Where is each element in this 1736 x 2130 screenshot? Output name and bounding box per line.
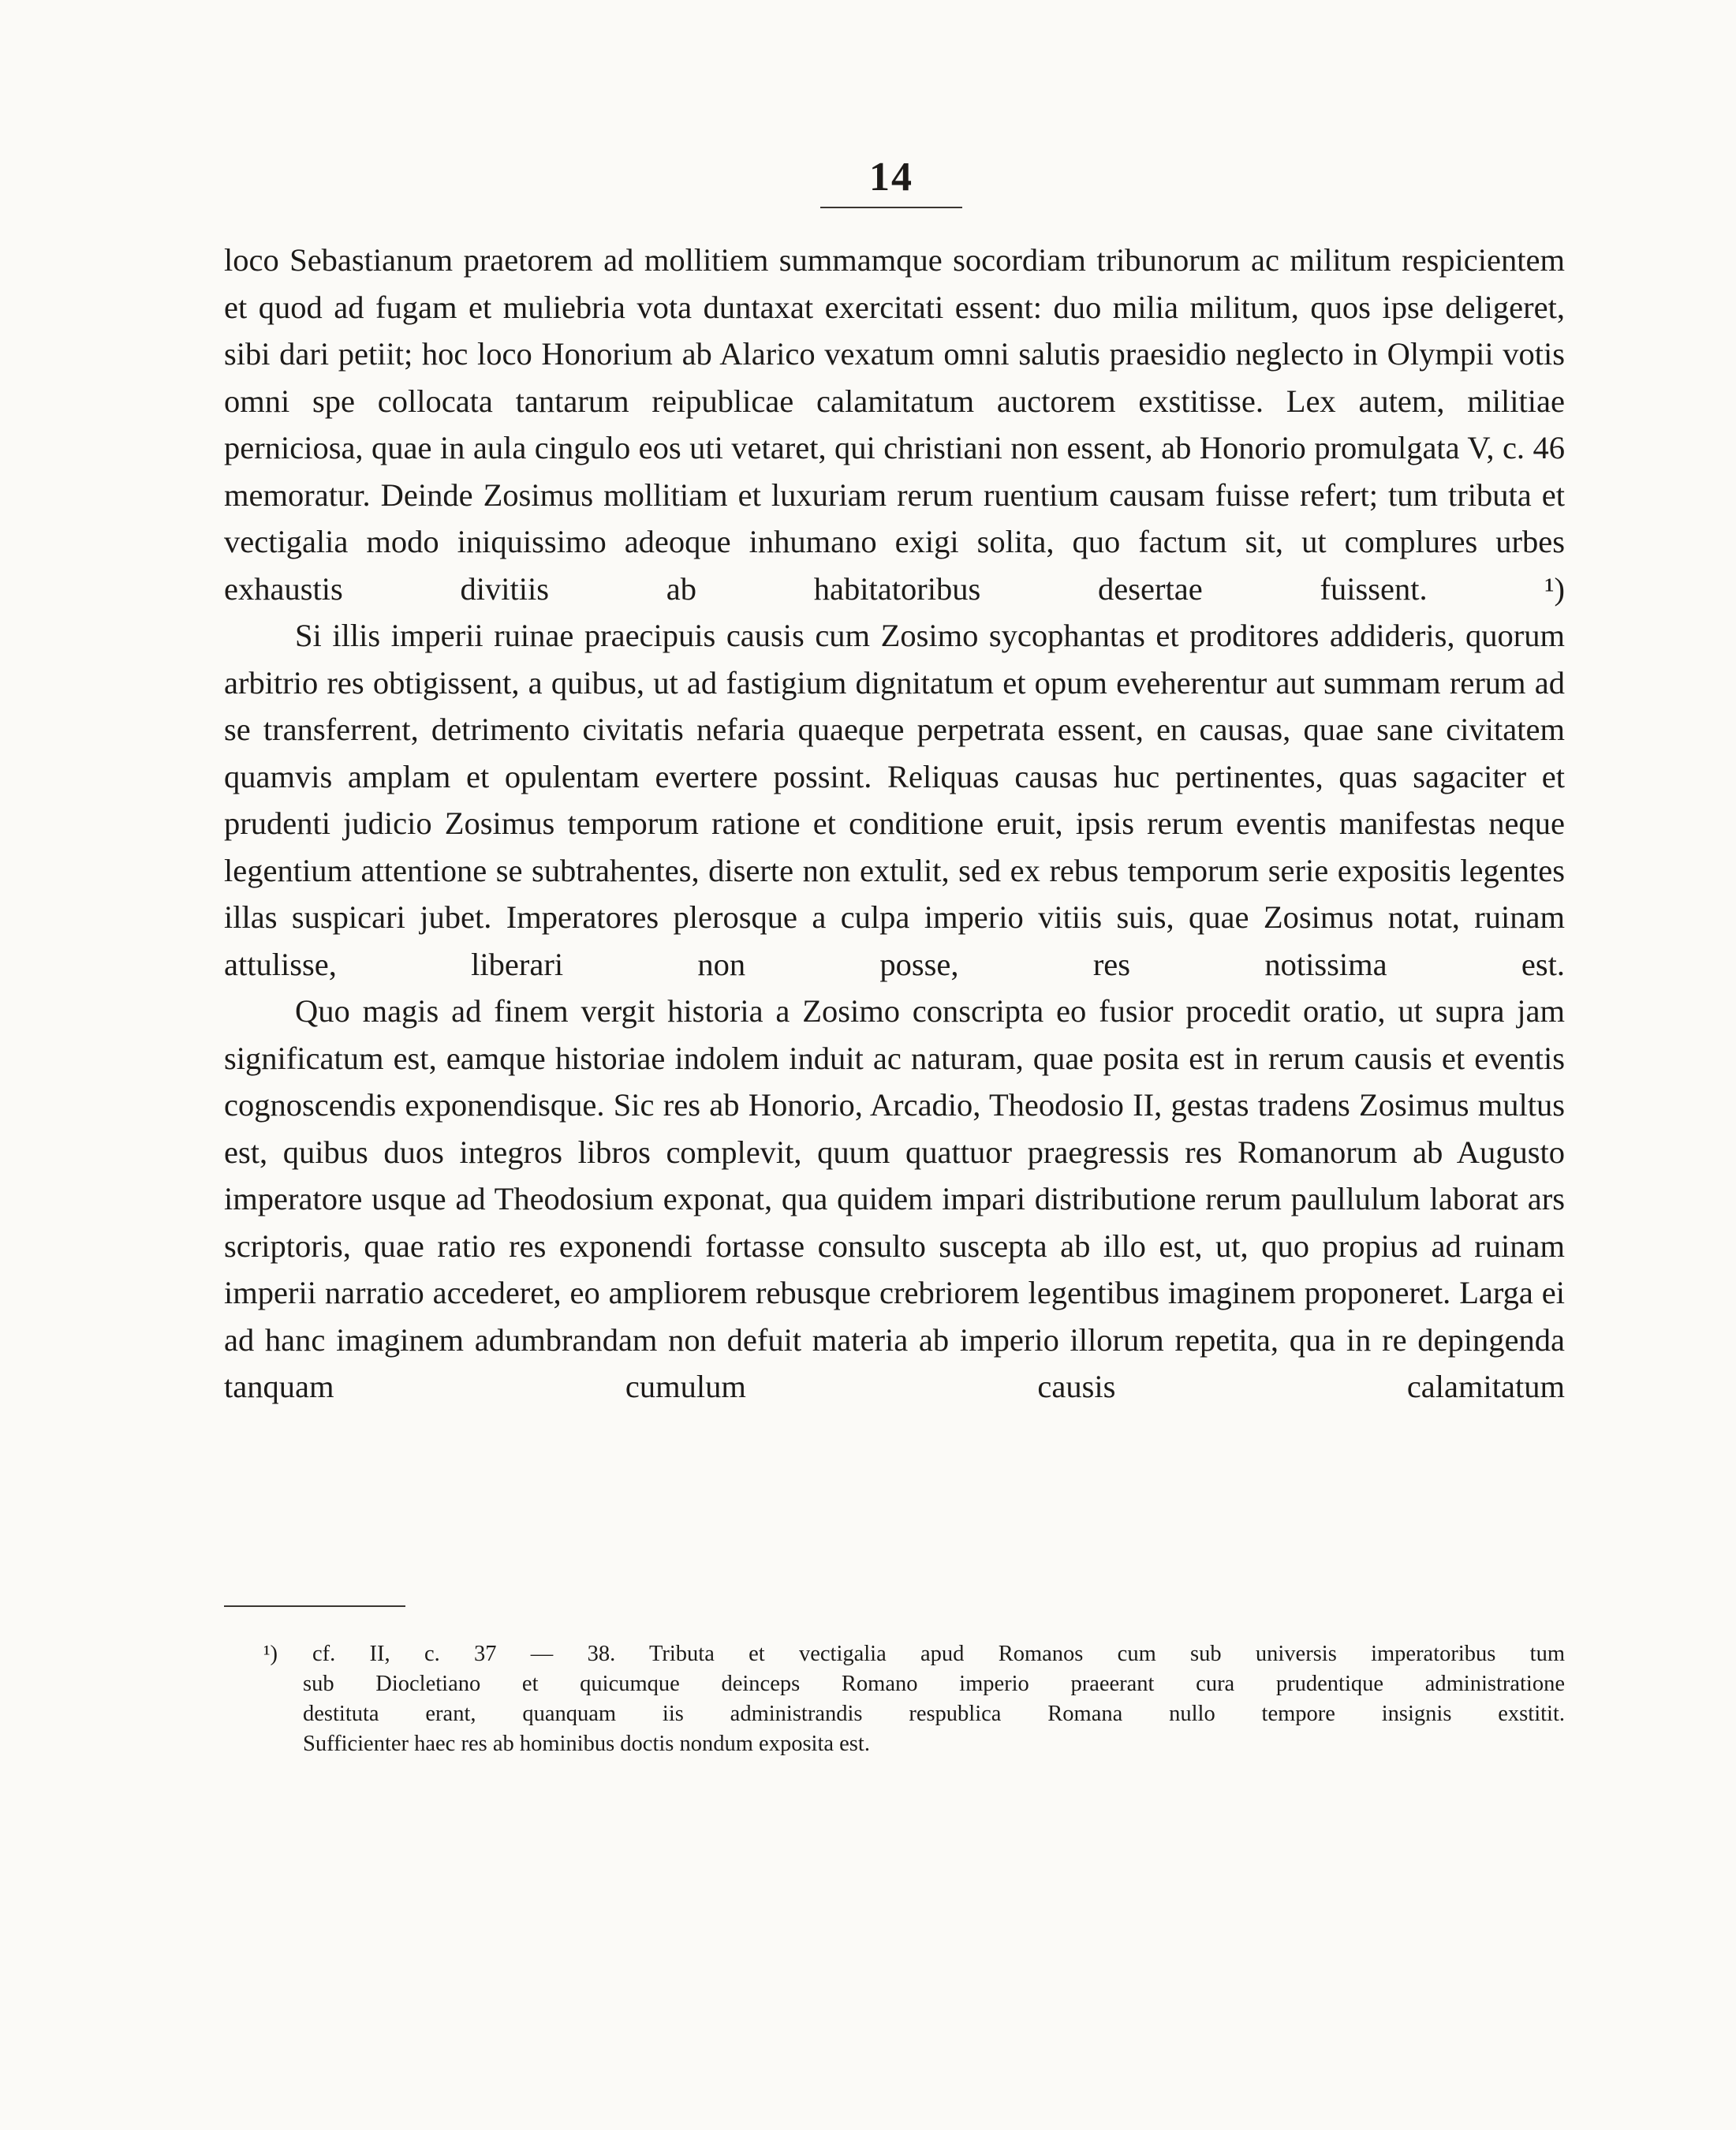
page-number-underline xyxy=(820,207,962,208)
footnote-line: destituta erant, quanquam iis administrandis respublica Romana nullo tempore insignis exstitit. xyxy=(303,1702,1565,1726)
main-text xyxy=(224,237,1565,1411)
paragraph-1: loco Sebastianum praetorem ad mollitiem summamque socordiam tribunorum ac militum respicientem et quod ad fugam et muliebria vota duntaxat exercitati essent: duo milia militum, quos ipse deligeret, sibi dari petiit; hoc loco Honorium ab Alarico vexatum omni salutis praesidio neglecto in Olympii votis omni spe collocata tantarum reipublicae calamitatum auctorem exstitisse. Lex autem, militiae perniciosa, quae in aula cingulo eos uti vetaret, qui christiani non essent, ab Honorio promulgata V, c. 46 memoratur. Deinde Zosimus mollitiam et luxuriam rerum ruentium causam fuisse refert; tum tributa et vectigalia modo iniquissimo adeoque inhumano exigi solita, quo factum sit, ut complures urbes exhaustis divitiis ab habitatoribus desertae fuissent. ¹) xyxy=(224,242,1565,607)
page-number: 14 xyxy=(869,155,913,200)
footnote-line: sub Diocletiano et quicumque deinceps Romano imperio praeerant cura prudentique administratione xyxy=(303,1672,1565,1696)
footnotes xyxy=(224,1639,1565,1759)
footnote-line-text: cf. II, c. 37 — 38. Tributa et vectigalia apud Romanos cum sub universis imperatoribus tum xyxy=(312,1642,1565,1666)
paragraph-2: Si illis imperii ruinae praecipuis causis cum Zosimo sycophantas et proditores addideris, quorum arbitrio res obtigissent, a quibus, ut ad fastigium dignitatum et opum eveherentur aut summam rerum ad se transferrent, detrimento civitatis nefaria quaeque perpetrata essent, en causas, quae sane civitatem quamvis amplam et opulentam evertere possint. Reliquas causas huc pertinentes, quas sagaciter et prudenti judicio Zosimus temporum ratione et conditione eruit, ipsis rerum eventis manifestas neque legentium attentione se subtrahentes, diserte non extulit, sed ex rebus temporum serie expositis legentes illas suspicari jubet. Imperatores plerosque a culpa imperio vitiis suis, quae Zosimus notat, ruinam attulisse, liberari non posse, res notissima est. xyxy=(224,618,1565,982)
paragraph-3: Quo magis ad finem vergit historia a Zosimo conscripta eo fusior procedit oratio, ut supra jam significatum est, eamque historiae indolem induit ac naturam, quae posita est in rerum causis et eventis cognoscendis exponendisque. Sic res ab Honorio, Arcadio, Theodosio II, gestas tradens Zosimus multus est, quibus duos integros libros complevit, quum quattuor praegressis res Romanorum ab Augusto imperatore usque ad Theodosium exponat, qua quidem impari distributione rerum paullulum laborat ars scriptoris, quae ratio res exponendi fortasse consulto suscepta ab illo est, ut, quo propius ad ruinam imperii narratio accederet, eo ampliorem rebusque crebriorem legentibus imaginem proponeret. Larga ei ad hanc imaginem adumbrandam non defuit materia ab imperio illorum repetita, qua in re depingenda tanquam cumulum causis calamitatum xyxy=(224,993,1565,1404)
footnote-marker: ¹) xyxy=(263,1642,278,1666)
footnote-line xyxy=(224,1639,1565,1669)
footnote-1 xyxy=(224,1639,1565,1759)
footnote-line: Sufficienter haec res ab hominibus doctis nondum exposita est. xyxy=(303,1732,870,1756)
footnote-separator xyxy=(224,1605,405,1607)
